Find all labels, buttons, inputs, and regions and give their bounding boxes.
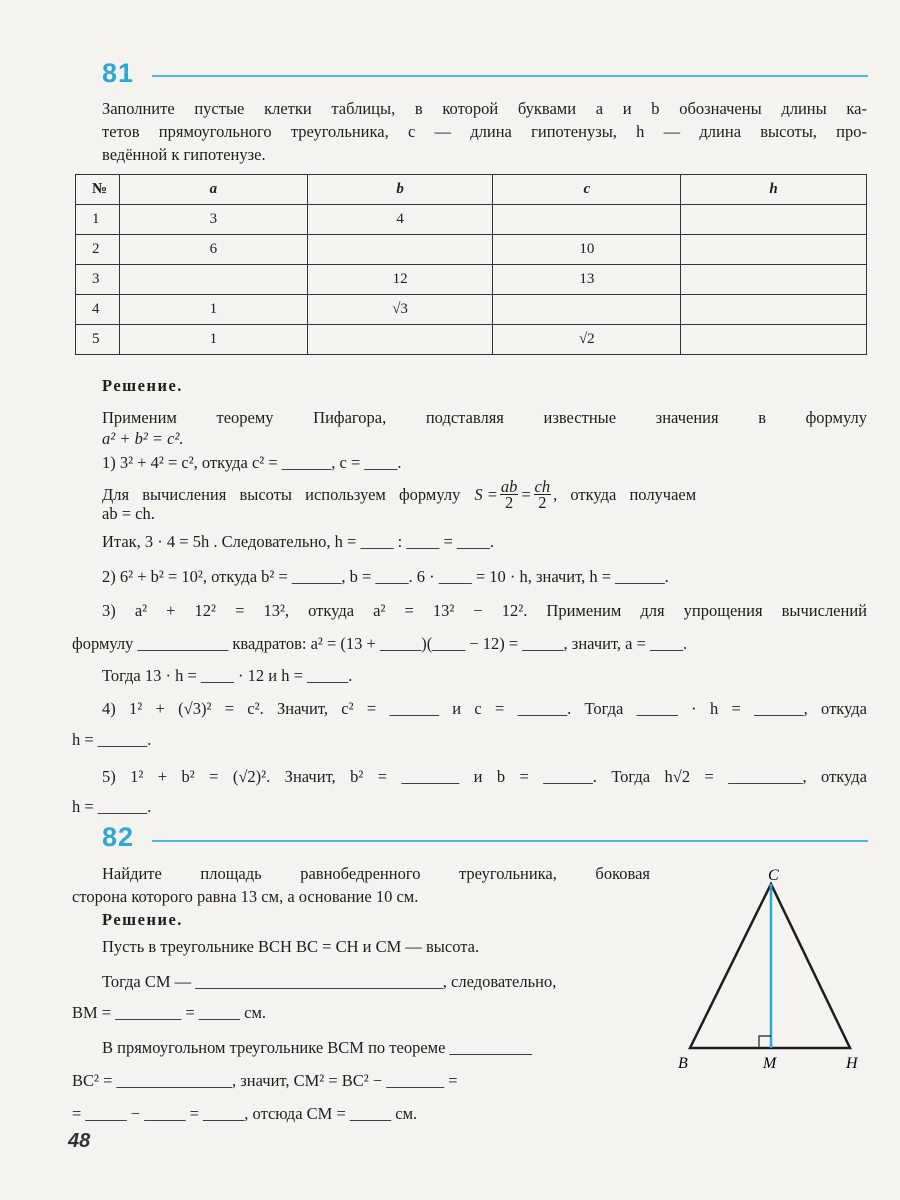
solution-intro-line-2: a² + b² = c². [102,429,184,448]
task-82-line-1: Пусть в треугольнике BCH BC = CH и CM — высота. [102,937,480,956]
task-82-line-3: BM = ________ = _____ см. [72,1003,267,1022]
task-81-statement-line-1: Заполните пустые клетки таблицы, в которой буквами a и b обозначены длины ка- [102,99,867,118]
task-82-solution-heading: Решение. [102,910,183,929]
table-row [76,235,867,265]
solution-step-2: 2) 6² + b² = 10², откуда b² = ______, b = ____. 6 · ____ = 10 · h, значит, h = ______. [102,567,669,586]
height-text-b: , откуда получаем [553,485,697,504]
table-row [76,325,867,355]
header-cell: c [493,175,681,205]
vertex-label-b: B [678,1055,688,1072]
task-81-statement-line-3: ведённой к гипотенузе. [102,145,266,164]
task-82-statement-line-2: сторона которого равна 13 см, а основание 10 см. [72,887,419,906]
table-cell: 1 [119,295,307,325]
vertex-label-m: M [763,1055,777,1072]
fraction-ab-over-2 [500,479,519,510]
height-eq-s: S = [474,485,498,504]
solution-step-5-line-1: 5) 1² + b² = (√2)². Значит, b² = _______ и b = ______. Тогда h√2 = _________, откуда [102,767,867,786]
header-cell: b [307,175,493,205]
header-cell: h [681,175,867,205]
table-row [76,265,867,295]
task-81-solution-heading: Решение. [102,376,183,395]
vertex-label-c: C [768,867,779,884]
table-cell: 4 [76,295,120,325]
task-81-rule [152,75,868,77]
table-cell[interactable] [119,265,307,295]
solution-itak: Итак, 3 · 4 = 5h . Следовательно, h = ____ : ____ = ____. [102,532,494,551]
solution-step-3-line-2: формулу ___________ квадратов: a² = (13 + _____)(____ − 12) = _____, значит, a = ____. [72,634,688,653]
height-text-a: Для вычисления высоты используем формулу [102,485,461,504]
vertex-label-h: H [846,1055,858,1072]
table-cell: 6 [119,235,307,265]
table-cell[interactable] [493,205,681,235]
table-cell: 12 [307,265,493,295]
solution-step-4-line-1: 4) 1² + (√3)² = c². Значит, c² = ______ и c = ______. Тогда _____ · h = ______, откуда [102,699,867,718]
table-cell[interactable] [681,205,867,235]
solution-step-1: 1) 3² + 4² = c², откуда c² = ______, c = ____. [102,453,402,472]
solution-step-4-line-2: h = ______. [72,730,152,749]
task-82-rule [152,840,868,842]
table-cell: 13 [493,265,681,295]
table-cell[interactable] [681,265,867,295]
fraction-denominator: 2 [538,493,547,512]
solution-step-3-line-1: 3) a² + 12² = 13², откуда a² = 13² − 12². Применим для упрощения вычислений [102,601,867,620]
task-82-line-5: BC² = ______________, значит, CM² = BC² − _______ = [72,1071,458,1090]
task-82-number: 82 [102,822,135,852]
table-cell[interactable] [681,235,867,265]
solution-intro-line-1: Применим теорему Пифагора, подставляя известные значения в формулу [102,408,867,427]
task-82-line-6: = _____ − _____ = _____, отсюда CM = _____ см. [72,1104,418,1123]
solution-step-5-line-2: h = ______. [72,797,152,816]
fraction-numerator: ch [534,477,551,496]
header-cell: a [119,175,307,205]
fraction-numerator: ab [500,477,518,496]
page-number: 48 [68,1130,91,1152]
table-cell: 3 [119,205,307,235]
table-cell: 2 [76,235,120,265]
header-cell: № [76,175,120,205]
task-81-statement-line-2: тетов прямоугольного треугольника, c — длина гипотенузы, h — длина высоты, про- [102,122,867,141]
table-cell[interactable] [681,295,867,325]
triangle-bch-figure [670,860,870,1080]
table-cell[interactable] [681,325,867,355]
table-header-row [76,175,867,205]
table-cell: 3 [76,265,120,295]
table-cell: 10 [493,235,681,265]
table-cell: √2 [493,325,681,355]
table-cell: 4 [307,205,493,235]
task-81-table [75,174,867,355]
task-82-line-2: Тогда CM — ______________________________, следовательно, [102,972,557,991]
table-cell: √3 [307,295,493,325]
table-cell[interactable] [493,295,681,325]
table-cell[interactable] [307,325,493,355]
table-cell: 1 [76,205,120,235]
table-cell: 5 [76,325,120,355]
table-row [76,295,867,325]
fraction-denominator: 2 [505,493,514,512]
fraction-ch-over-2 [534,479,552,510]
solution-height-formula-line: Для вычисления высоты используем формулу S = $\frac{ab}{2}$ = $\frac{ch}{2}$ , откуда получаем [102,477,697,512]
table-cell: 1 [119,325,307,355]
solution-height-line-2: ab = ch. [102,504,155,523]
task-82-line-4: В прямоугольном треугольнике BCM по теореме __________ [102,1038,533,1057]
table-row [76,205,867,235]
task-81-number: 81 [102,58,135,88]
solution-step-3-line-3: Тогда 13 · h = ____ · 12 и h = _____. [102,666,353,685]
right-angle-mark [759,1036,771,1048]
table-cell[interactable] [307,235,493,265]
task-82-statement-line-1: Найдите площадь равнобедренного треугольника, боковая [102,864,650,883]
